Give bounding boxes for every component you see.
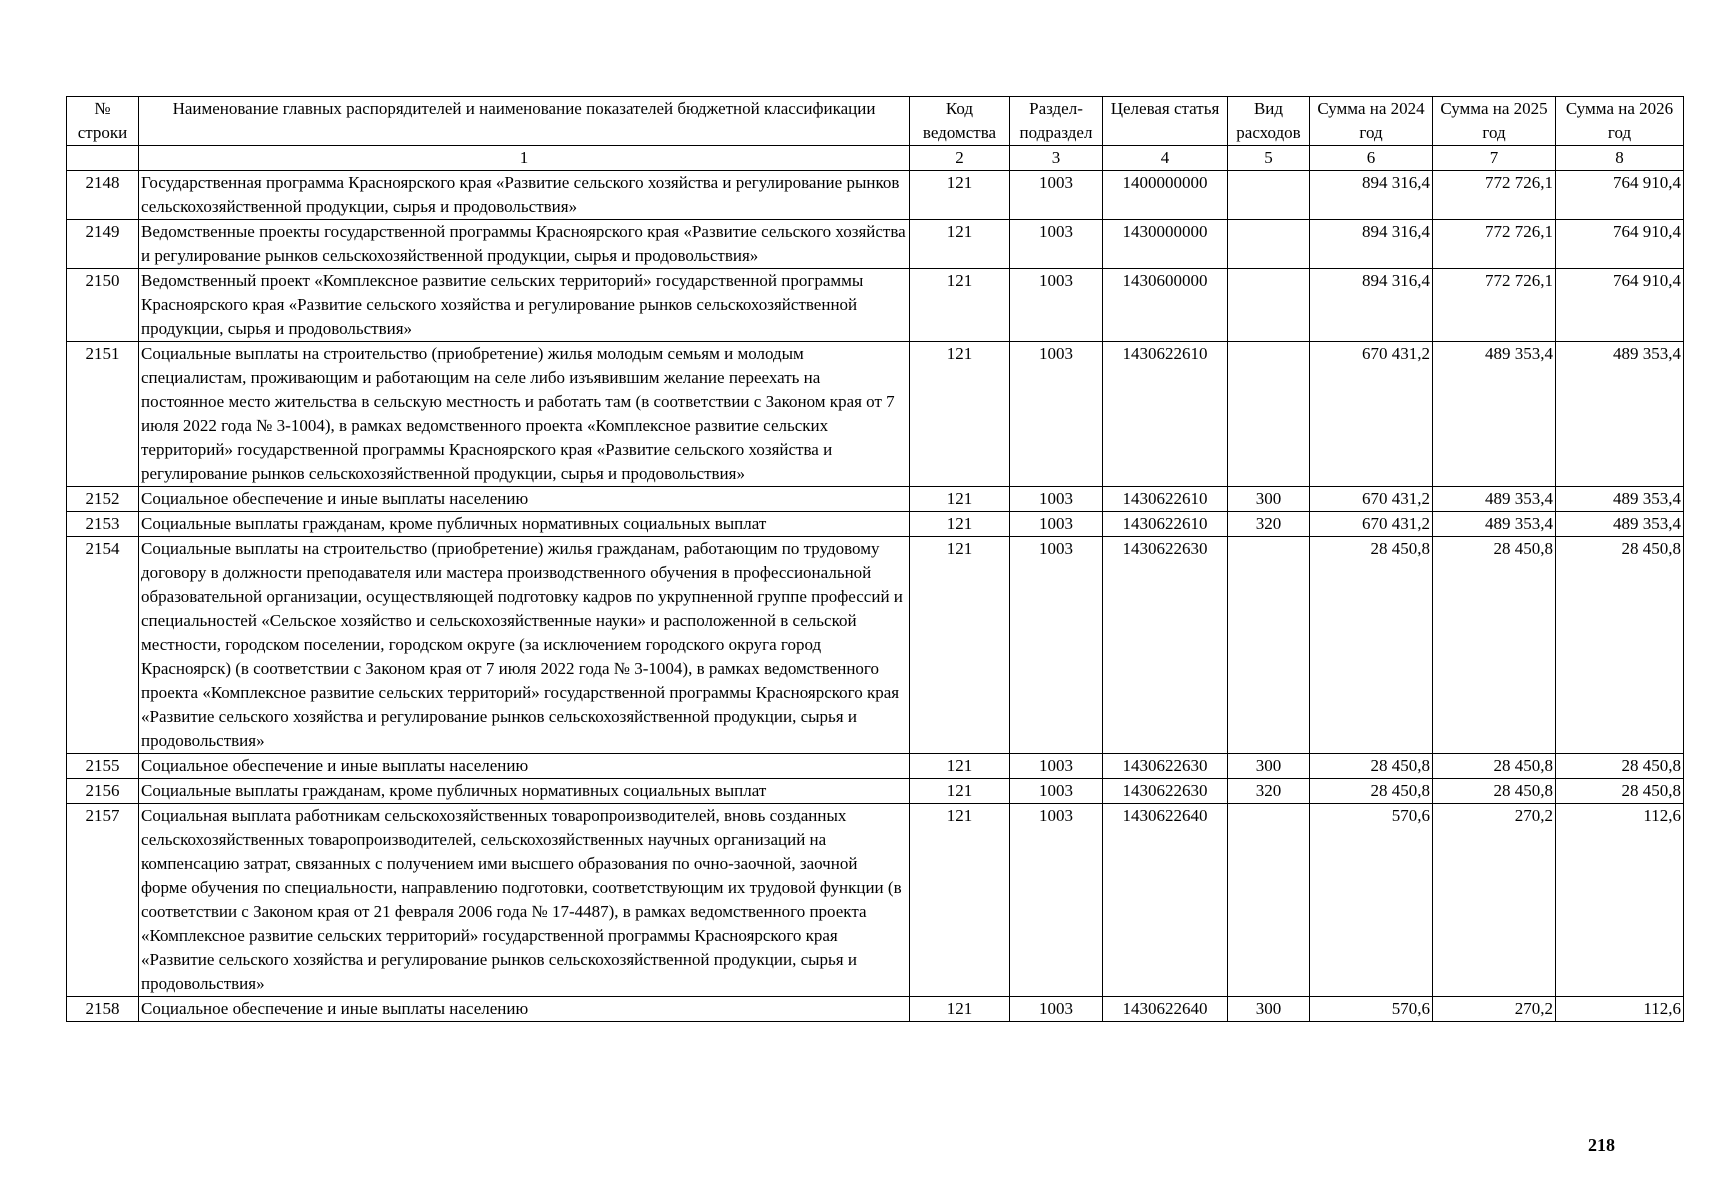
row-number: 2153: [67, 512, 139, 537]
row-name: Социальные выплаты на строительство (приобретение) жилья молодым семьям и молодым специалистам, проживающим и работающим на селе либо изъявившим желание переехать на постоянное место жительства в сельскую местность и работать там (в соответствии с Законом края от 7 июля 2022 года № 3-1004), в рамках ведомственного проекта «Комплексное развитие сельских территорий» государственной программы Красноярского края «Развитие сельского хозяйства и регулирование рынков сельскохозяйственной продукции, сырья и продовольствия»: [139, 342, 910, 487]
sum-2026: 764 910,4: [1556, 171, 1684, 220]
table-row: [67, 997, 1684, 1022]
table-row: [67, 220, 1684, 269]
dept-code: 121: [910, 804, 1010, 997]
dept-code: 121: [910, 269, 1010, 342]
sum-2026: 112,6: [1556, 804, 1684, 997]
sum-2025: 489 353,4: [1433, 487, 1556, 512]
section-code: 1003: [1010, 997, 1103, 1022]
row-name: Социальное обеспечение и иные выплаты населению: [139, 997, 910, 1022]
dept-code: 121: [910, 997, 1010, 1022]
target-code: 1400000000: [1103, 171, 1228, 220]
target-code: 1430622640: [1103, 804, 1228, 997]
target-code: 1430622640: [1103, 997, 1228, 1022]
row-name: Ведомственные проекты государственной программы Красноярского края «Развитие сельского хозяйства и регулирование рынков сельскохозяйственной продукции, сырья и продовольствия»: [139, 220, 910, 269]
expense-type: 320: [1228, 779, 1310, 804]
section-code: 1003: [1010, 512, 1103, 537]
row-name: Социальная выплата работникам сельскохозяйственных товаропроизводителей, вновь созданных сельскохозяйственных товаропроизводителей, сельскохозяйственных научных организаций на компенсацию затрат, связанных с получением ими высшего образования по очно-заочной, заочной форме обучения по специальности, направлению подготовки, соответствующим их трудовой функции (в соответствии с Законом края от 21 февраля 2006 года № 17-4487), в рамках ведомственного проекта «Комплексное развитие сельских территорий» государственной программы Красноярского края «Развитие сельского хозяйства и регулирование рынков сельскохозяйственной продукции, сырья и продовольствия»: [139, 804, 910, 997]
sum-2025: 270,2: [1433, 997, 1556, 1022]
target-code: 1430622610: [1103, 512, 1228, 537]
section-code: 1003: [1010, 779, 1103, 804]
table-row: [67, 537, 1684, 754]
header-sum-2025: Сумма на 2025 год: [1433, 97, 1556, 146]
section-code: 1003: [1010, 269, 1103, 342]
target-code: 1430622630: [1103, 754, 1228, 779]
column-number: 1: [139, 146, 910, 171]
column-number: 2: [910, 146, 1010, 171]
table-row: [67, 171, 1684, 220]
header-row-no: № строки: [67, 97, 139, 146]
target-code: 1430622610: [1103, 342, 1228, 487]
row-number: 2157: [67, 804, 139, 997]
row-number: 2155: [67, 754, 139, 779]
sum-2026: 764 910,4: [1556, 269, 1684, 342]
dept-code: 121: [910, 487, 1010, 512]
column-number: 3: [1010, 146, 1103, 171]
expense-type: [1228, 342, 1310, 487]
target-code: 1430600000: [1103, 269, 1228, 342]
row-number: 2158: [67, 997, 139, 1022]
sum-2025: 28 450,8: [1433, 537, 1556, 754]
sum-2026: 489 353,4: [1556, 512, 1684, 537]
expense-type: 300: [1228, 997, 1310, 1022]
row-name: Ведомственный проект «Комплексное развитие сельских территорий» государственной программы Красноярского края «Развитие сельского хозяйства и регулирование рынков сельскохозяйственной продукции, сырья и продовольствия»: [139, 269, 910, 342]
sum-2026: 112,6: [1556, 997, 1684, 1022]
expense-type: [1228, 537, 1310, 754]
column-number-row: [67, 146, 1684, 171]
target-code: 1430000000: [1103, 220, 1228, 269]
row-name: Социальные выплаты на строительство (приобретение) жилья гражданам, работающим по трудовому договору в должности преподавателя или мастера производственного обучения в профессиональной образовательной организации, осуществляющей подготовку кадров по укрупненной группе профессий и специальностей «Сельское хозяйство и сельскохозяйственные науки» и расположенной в сельской местности, городском поселении, городском округе (за исключением городского округа город Красноярск) (в соответствии с Законом края от 7 июля 2022 года № 3-1004), в рамках ведомственного проекта «Комплексное развитие сельских территорий» государственной программы Красноярского края «Развитие сельского хозяйства и регулирование рынков сельскохозяйственной продукции, сырья и продовольствия»: [139, 537, 910, 754]
dept-code: 121: [910, 342, 1010, 487]
sum-2025: 28 450,8: [1433, 754, 1556, 779]
expense-type: [1228, 220, 1310, 269]
sum-2025: 772 726,1: [1433, 220, 1556, 269]
sum-2026: 489 353,4: [1556, 342, 1684, 487]
header-name: Наименование главных распорядителей и наименование показателей бюджетной классификации: [139, 97, 910, 146]
section-code: 1003: [1010, 487, 1103, 512]
expense-type: 320: [1228, 512, 1310, 537]
sum-2024: 670 431,2: [1310, 342, 1433, 487]
table-row: [67, 487, 1684, 512]
header-dept-code: Код ведомства: [910, 97, 1010, 146]
table-row: [67, 804, 1684, 997]
section-code: 1003: [1010, 754, 1103, 779]
header-sum-2026: Сумма на 2026 год: [1556, 97, 1684, 146]
sum-2024: 28 450,8: [1310, 537, 1433, 754]
sum-2026: 28 450,8: [1556, 754, 1684, 779]
table-row: [67, 754, 1684, 779]
row-number: 2154: [67, 537, 139, 754]
row-number: 2156: [67, 779, 139, 804]
row-number: 2150: [67, 269, 139, 342]
sum-2024: 670 431,2: [1310, 512, 1433, 537]
sum-2026: 489 353,4: [1556, 487, 1684, 512]
sum-2024: 894 316,4: [1310, 269, 1433, 342]
target-code: 1430622610: [1103, 487, 1228, 512]
sum-2024: 894 316,4: [1310, 220, 1433, 269]
column-number: 7: [1433, 146, 1556, 171]
row-number: 2152: [67, 487, 139, 512]
expense-type: 300: [1228, 487, 1310, 512]
row-name: Социальное обеспечение и иные выплаты населению: [139, 754, 910, 779]
sum-2025: 772 726,1: [1433, 269, 1556, 342]
row-number: 2151: [67, 342, 139, 487]
column-number: [67, 146, 139, 171]
dept-code: 121: [910, 537, 1010, 754]
table-row: [67, 512, 1684, 537]
sum-2024: 670 431,2: [1310, 487, 1433, 512]
section-code: 1003: [1010, 220, 1103, 269]
dept-code: 121: [910, 754, 1010, 779]
table-header-row: [67, 97, 1684, 146]
sum-2025: 270,2: [1433, 804, 1556, 997]
column-number: 6: [1310, 146, 1433, 171]
column-number: 4: [1103, 146, 1228, 171]
sum-2025: 772 726,1: [1433, 171, 1556, 220]
section-code: 1003: [1010, 171, 1103, 220]
page-number: 218: [1588, 1135, 1615, 1155]
sum-2025: 489 353,4: [1433, 512, 1556, 537]
row-number: 2149: [67, 220, 139, 269]
section-code: 1003: [1010, 804, 1103, 997]
sum-2024: 570,6: [1310, 997, 1433, 1022]
row-number: 2148: [67, 171, 139, 220]
header-target: Целевая статья: [1103, 97, 1228, 146]
header-sum-2024: Сумма на 2024 год: [1310, 97, 1433, 146]
table-row: [67, 269, 1684, 342]
row-name: Государственная программа Красноярского края «Развитие сельского хозяйства и регулирование рынков сельскохозяйственной продукции, сырья и продовольствия»: [139, 171, 910, 220]
expense-type: 300: [1228, 754, 1310, 779]
expense-type: [1228, 804, 1310, 997]
dept-code: 121: [910, 779, 1010, 804]
dept-code: 121: [910, 171, 1010, 220]
target-code: 1430622630: [1103, 537, 1228, 754]
column-number: 8: [1556, 146, 1684, 171]
budget-table: [66, 96, 1684, 1022]
row-name: Социальные выплаты гражданам, кроме публичных нормативных социальных выплат: [139, 512, 910, 537]
sum-2024: 894 316,4: [1310, 171, 1433, 220]
sum-2024: 28 450,8: [1310, 754, 1433, 779]
column-number: 5: [1228, 146, 1310, 171]
sum-2024: 28 450,8: [1310, 779, 1433, 804]
header-expense-type: Вид расходов: [1228, 97, 1310, 146]
header-section: Раздел-подраздел: [1010, 97, 1103, 146]
sum-2026: 764 910,4: [1556, 220, 1684, 269]
sum-2024: 570,6: [1310, 804, 1433, 997]
dept-code: 121: [910, 220, 1010, 269]
section-code: 1003: [1010, 342, 1103, 487]
target-code: 1430622630: [1103, 779, 1228, 804]
dept-code: 121: [910, 512, 1010, 537]
expense-type: [1228, 171, 1310, 220]
sum-2026: 28 450,8: [1556, 537, 1684, 754]
table-row: [67, 779, 1684, 804]
section-code: 1003: [1010, 537, 1103, 754]
row-name: Социальные выплаты гражданам, кроме публичных нормативных социальных выплат: [139, 779, 910, 804]
expense-type: [1228, 269, 1310, 342]
table-row: [67, 342, 1684, 487]
sum-2025: 28 450,8: [1433, 779, 1556, 804]
sum-2026: 28 450,8: [1556, 779, 1684, 804]
sum-2025: 489 353,4: [1433, 342, 1556, 487]
row-name: Социальное обеспечение и иные выплаты населению: [139, 487, 910, 512]
